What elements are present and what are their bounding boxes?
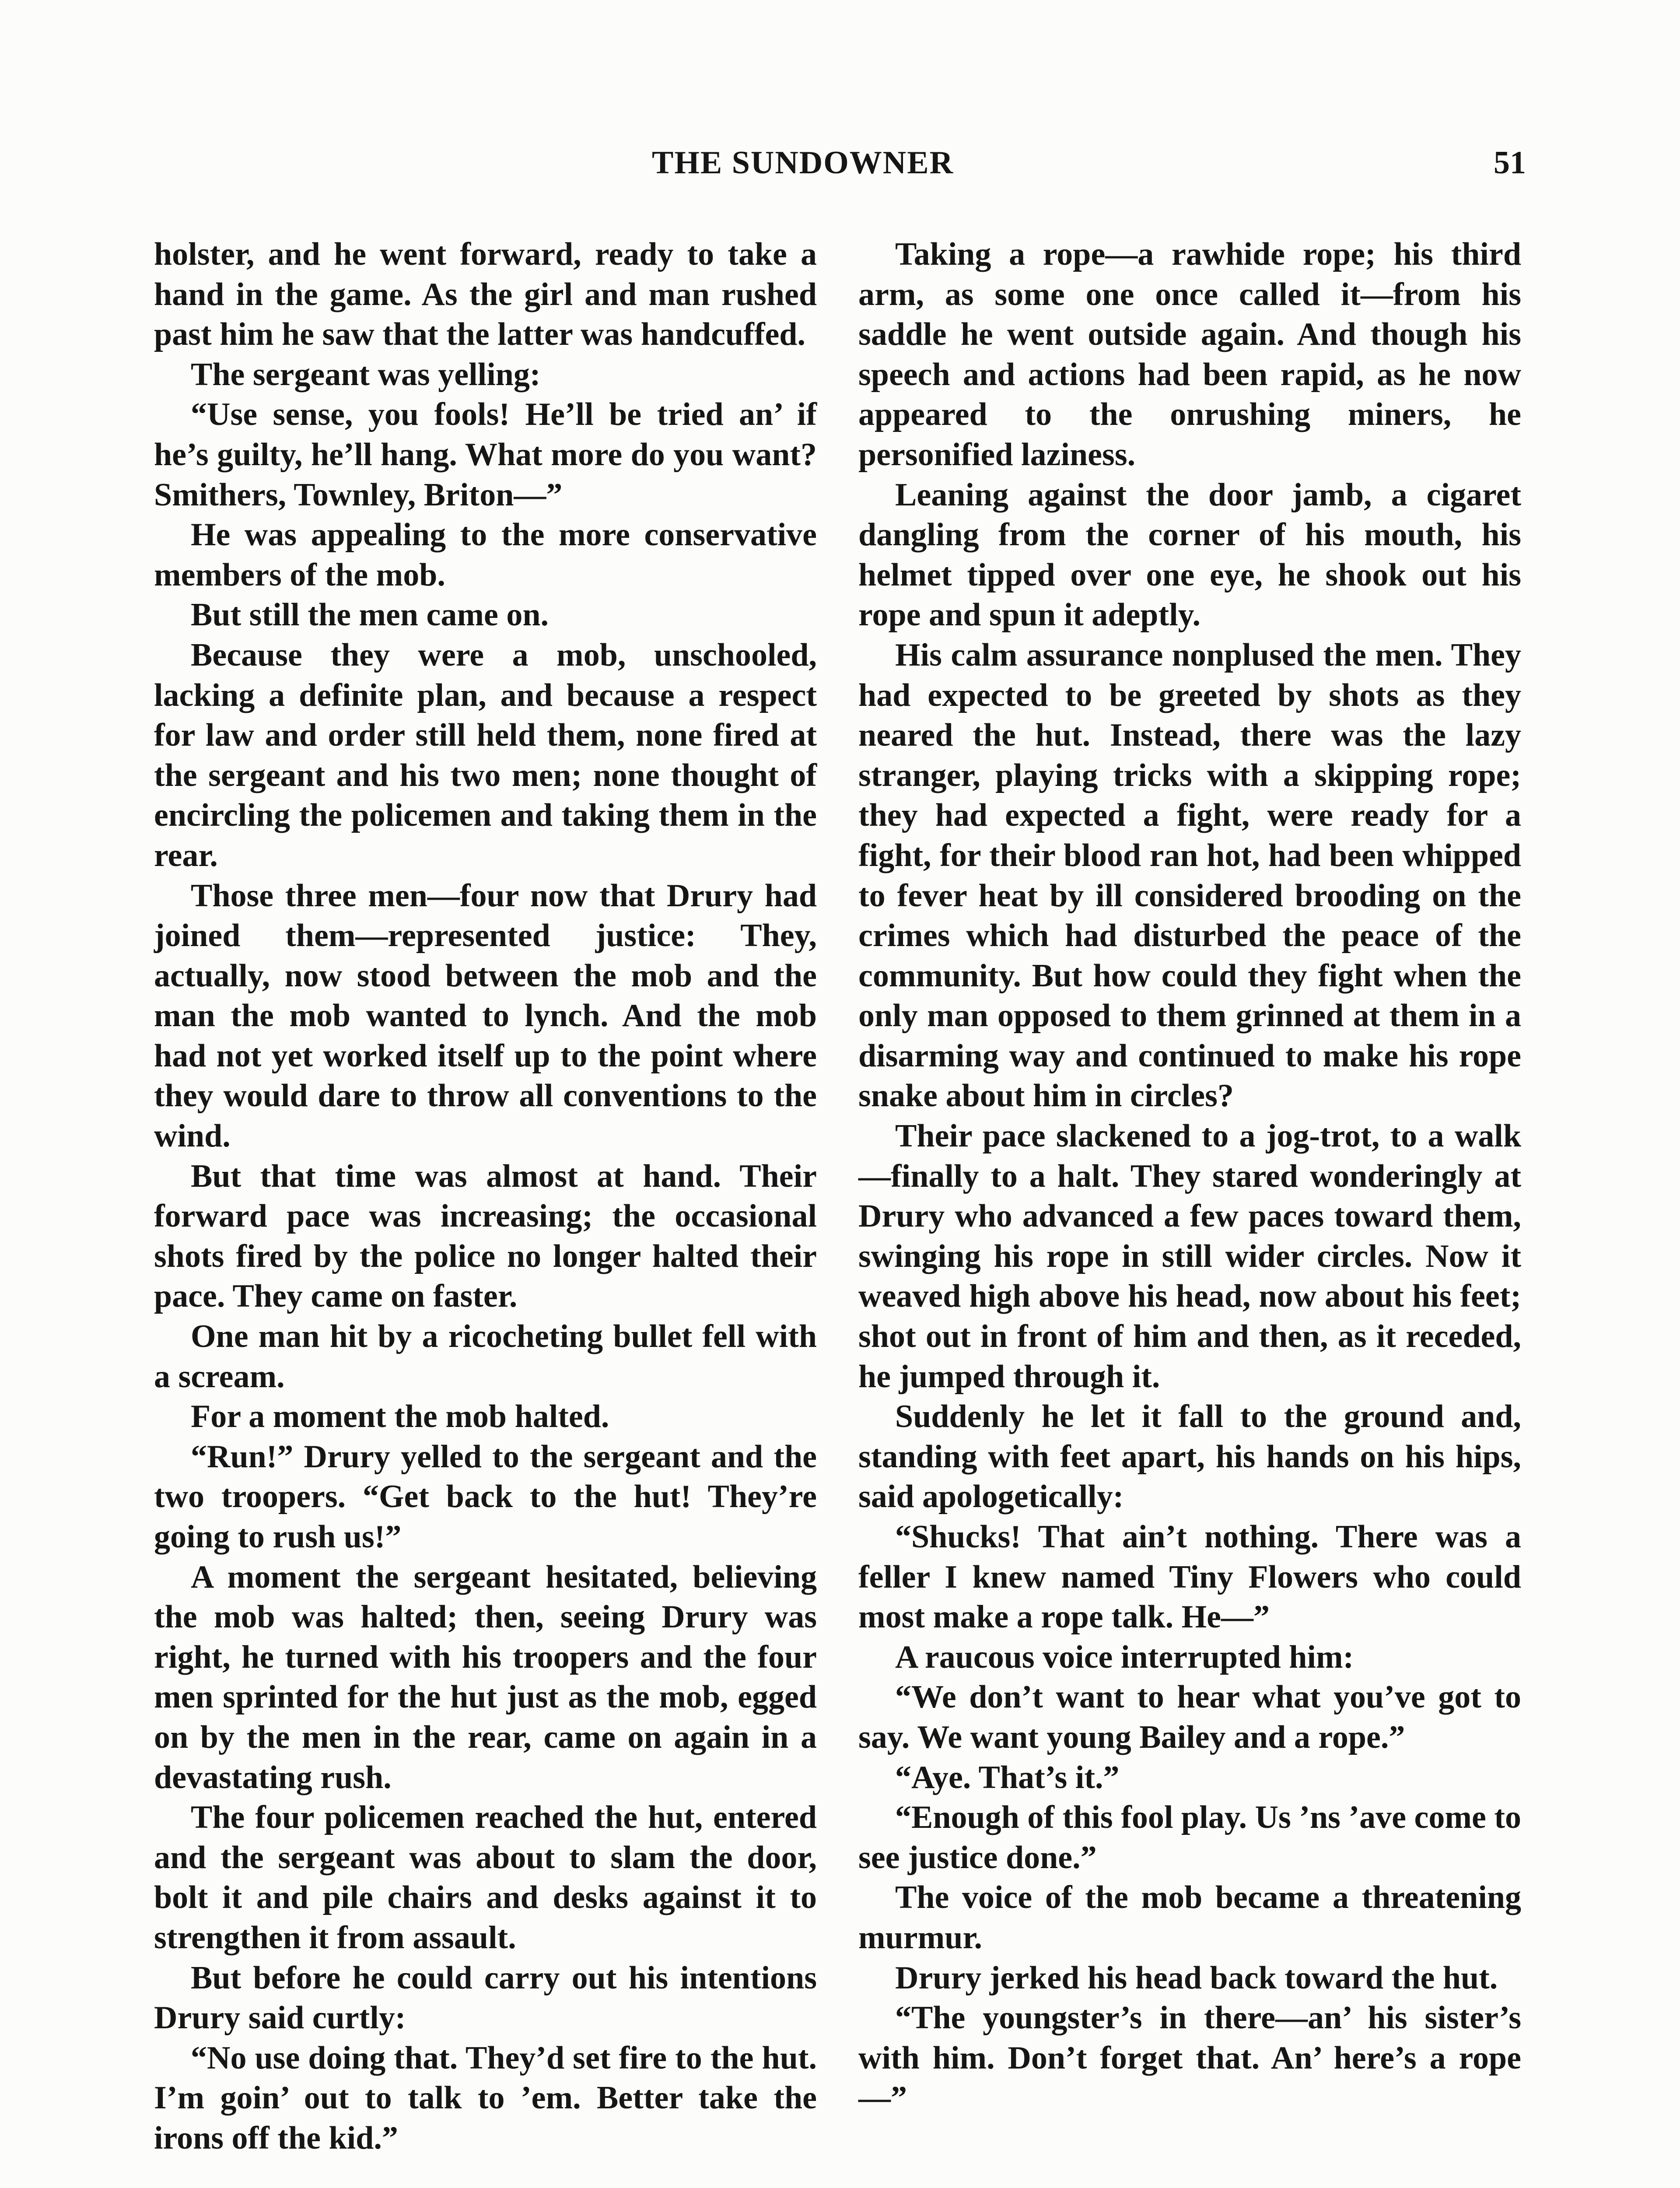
page-number: 51 bbox=[1494, 145, 1526, 181]
paragraph: The four policemen reached the hut, entered and the sergeant was about to slam the door, bolt it and pile chairs and desks against it to strengthen it from assault. bbox=[154, 1799, 817, 1956]
paragraph: Because they were a mob, unschooled, lacking a definite plan, and because a respect for law and order still held them, none fired at the sergeant and his two men; none thought of encircling the policemen and taking them in the rear. bbox=[154, 637, 817, 873]
paragraph: For a moment the mob halted. bbox=[191, 1399, 609, 1435]
paragraph: “We don’t want to hear what you’ve got to say. We want young Bailey and a rope.” bbox=[858, 1679, 1521, 1755]
paragraph: One man hit by a ricocheting bullet fell with a scream. bbox=[154, 1318, 817, 1395]
paragraph: Suddenly he let it fall to the ground and, standing with feet apart, his hands on his hips, said apologetically: bbox=[858, 1399, 1521, 1515]
paragraph: His calm assurance nonplused the men. They had expected to be greeted by shots as they neared the hut. Instead, there was the lazy stranger, playing tricks with a skipping rope; they had expected a fight, were ready for a fight, for their blood ran hot, had been whipped to fever heat by ill considered brooding on the crimes which had disturbed the peace of the community. But how could they fight when the only man opposed to them grinned at them in a disarming way and continued to make his rope snake about him in circles? bbox=[858, 637, 1521, 1114]
paragraph: “Shucks! That ain’t nothing. There was a feller I knew named Tiny Flowers who could most make a rope talk. He—” bbox=[858, 1519, 1521, 1635]
paragraph: Those three men—four now that Drury had joined them—represented justice: They, actually, now stood between the mob and the man the mob wanted to lynch. And the mob had not yet worked itself up to the point where they would dare to throw all conventions to the wind. bbox=[154, 877, 817, 1154]
paragraph: “Use sense, you fools! He’ll be tried an’ if he’s guilty, he’ll hang. What more do you want? Smithers, Townley, Briton—” bbox=[154, 396, 817, 513]
paragraph: He was appealing to the more conservative members of the mob. bbox=[154, 517, 817, 593]
paragraph: holster, and he went forward, ready to take a hand in the game. As the girl and man rushed past him he saw that the latter was handcuffed. bbox=[154, 236, 817, 353]
paragraph: Drury jerked his head back toward the hut. bbox=[895, 1960, 1498, 1996]
paragraph: Their pace slackened to a jog-trot, to a walk—finally to a halt. They stared wonderingly at Drury who advanced a few paces toward them, swinging his rope in still wider circles. Now it weaved high above his head, now about his feet; shot out in front of him and then, as it receded, he jumped through it. bbox=[858, 1118, 1521, 1395]
paragraph: “Enough of this fool play. Us ’ns ’ave come to see justice done.” bbox=[858, 1799, 1521, 1876]
right-column bbox=[858, 235, 1521, 2118]
left-column bbox=[154, 235, 817, 2159]
paragraph: “Aye. That’s it.” bbox=[895, 1759, 1120, 1795]
paragraph: “No use doing that. They’d set fire to the hut. I’m goin’ out to talk to ’em. Better take the irons off the kid.” bbox=[154, 2040, 817, 2156]
paragraph: But still the men came on. bbox=[191, 597, 549, 633]
paragraph: The voice of the mob became a threatening murmur. bbox=[858, 1879, 1521, 1956]
paragraph: But that time was almost at hand. Their forward pace was increasing; the occasional shots fired by the police no longer halted their pace. They came on faster. bbox=[154, 1158, 817, 1315]
paragraph: “The youngster’s in there—an’ his sister’s with him. Don’t forget that. An’ here’s a rope—” bbox=[858, 2000, 1521, 2116]
paragraph: Taking a rope—a rawhide rope; his third arm, as some one once called it—from his saddle he went outside again. And though his speech and actions had been rapid, as he now appeared to the onrushing miners, he personified laziness. bbox=[858, 236, 1521, 473]
paragraph: A raucous voice interrupted him: bbox=[895, 1639, 1354, 1675]
paragraph: “Run!” Drury yelled to the sergeant and the two troopers. “Get back to the hut! They’re going to rush us!” bbox=[154, 1438, 817, 1555]
paragraph: The sergeant was yelling: bbox=[191, 356, 541, 393]
paragraph: Leaning against the door jamb, a cigaret dangling from the corner of his mouth, his helmet tipped over one eye, he shook out his rope and spun it adeptly. bbox=[858, 477, 1521, 633]
paragraph: A moment the sergeant hesitated, believing the mob was halted; then, seeing Drury was right, he turned with his troopers and the four men sprinted for the hut just as the mob, egged on by the men in the rear, came on again in a devastating rush. bbox=[154, 1559, 817, 1795]
paragraph: But before he could carry out his intentions Drury said curtly: bbox=[154, 1960, 817, 2036]
running-title: THE SUNDOWNER bbox=[652, 145, 954, 181]
